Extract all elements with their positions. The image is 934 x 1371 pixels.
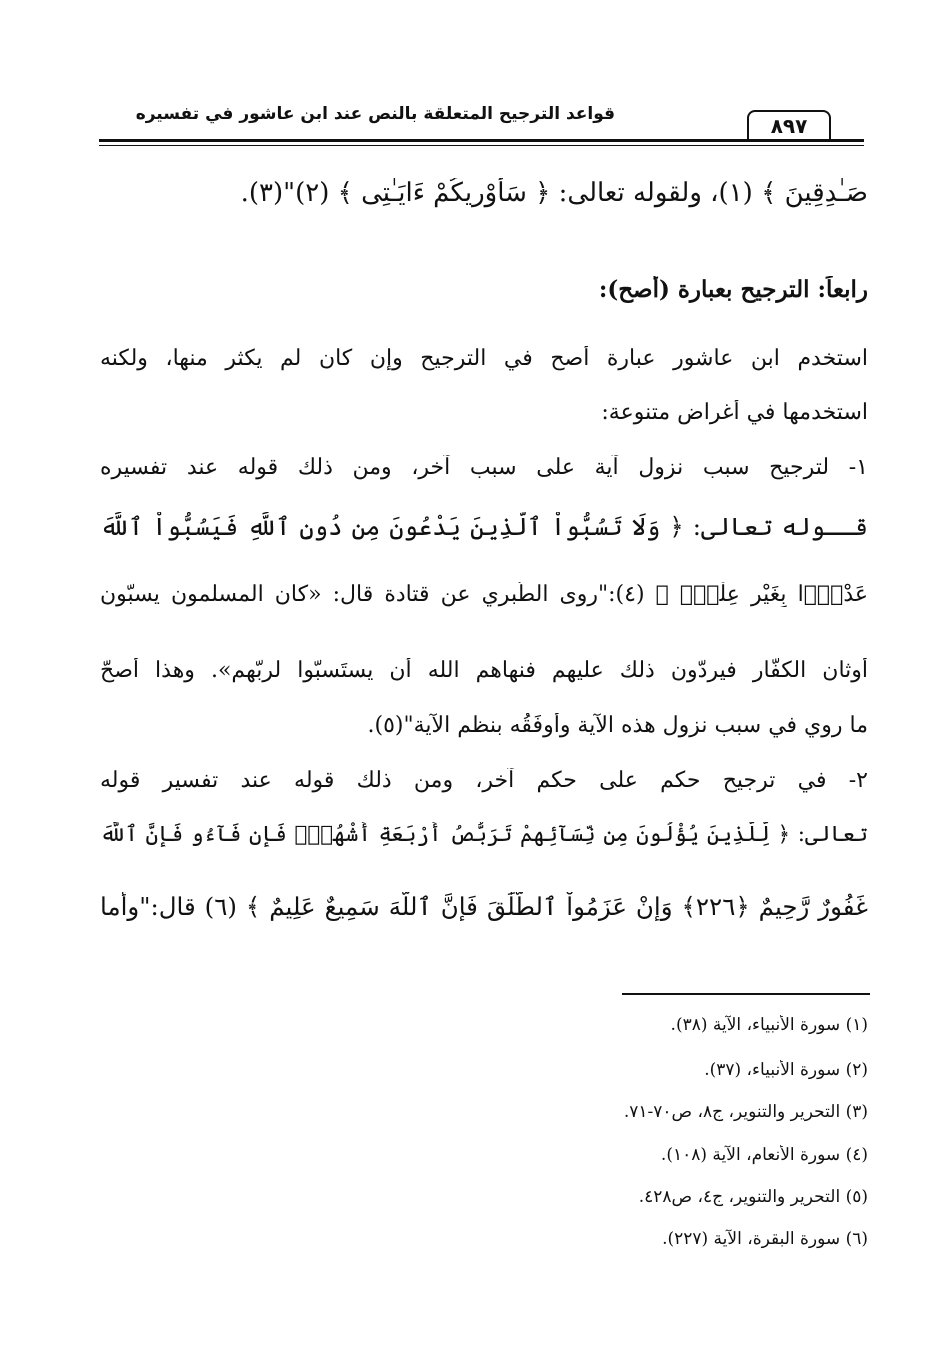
body-line-10: أوثان الكفّار فيردّون ذلك عليهم فنهاهم الله أن يستَسبّوا لربّهم». وهذا أصحّ [100, 658, 868, 683]
header-rule-thin [99, 145, 864, 146]
body-line-06: استخدمها في أغراض متنوعة: [601, 400, 868, 425]
footnote-4: (٤) سورة الأنعام، الآية (١٠٨). [660, 1145, 868, 1165]
body-line-01: صَـٰدِقِينَ ﴾ (١)، ولقوله تعالى: ﴿ سَأُوْرِيكُمْ ءَايَـٰتِى ﴾ (٢)"(٣). [240, 178, 868, 208]
footnote-5: (٥) التحرير والتنوير، ج٤، ص٤٢٨. [638, 1187, 868, 1207]
header-rule-thick [99, 139, 864, 142]
page-number: ٨٩٧ [747, 110, 831, 140]
body-line-14: غَفُورٌ رَّحِيمٌ ﴿٢٢٦﴾ وَإِنْ عَزَمُواْ ٱلطَّلَٰقَ فَإِنَّ ٱللَّهَ سَمِيعٌ عَلِيمٌ ﴾ (٦) قال:"وأما [100, 892, 868, 921]
body-line-08: قــوله تعالى: ﴿ وَلَا تَسُبُّواْ ٱلَّذِينَ يَدْعُونَ مِن دُونِ ٱللَّهِ فَيَسُبُّواْ ٱللَّهَ [100, 512, 868, 541]
footnote-6: (٦) سورة البقرة، الآية (٢٢٧). [662, 1229, 868, 1249]
running-title: قواعد الترجيح المتعلقة بالنص عند ابن عاشور في تفسيره [135, 104, 615, 124]
body-line-13: تعالى: ﴿ لِّلَّذِينَ يُؤْلُونَ مِن نِّسَآئِهِمْ تَرَبُّصُ أَرْبَعَةِ أَشْهُرٍۖ فَإِن فَآءُو فَإِنَّ ٱللَّهَ [100, 822, 868, 847]
section-heading: رابعاً: الترجيح بعبارة (أصح): [598, 276, 868, 303]
body-line-05: استخدم ابن عاشور عبارة أصح في الترجيح وإن كان لم يكثر منها، ولكنه [100, 346, 868, 371]
body-line-09: عَدْوَۢا بِغَيْرِ عِلْمٍۗ ﴾ (٤):"روى الطّبري عن قتادة قال: «كان المسلمون يسبّون [100, 582, 868, 607]
footnote-2: (٢) سورة الأنبياء، (٣٧). [704, 1060, 868, 1080]
body-line-12: ٢- في ترجيح حكم على حكم آخر، ومن ذلك قوله عند تفسير قوله [100, 768, 868, 793]
body-line-07: ١- لترجيح سبب نزول آية على سبب آخر، ومن ذلك قوله عند تفسيره [100, 455, 868, 480]
footnote-separator [622, 993, 870, 995]
footnote-1: (١) سورة الأنبياء، الآية (٣٨). [670, 1015, 868, 1035]
footnote-3: (٣) التحرير والتنوير، ج٨، ص٧٠-٧١. [623, 1102, 868, 1122]
body-line-11: ما روي في سبب نزول هذه الآية وأوفَقُه بنظم الآية"(٥). [367, 713, 868, 738]
